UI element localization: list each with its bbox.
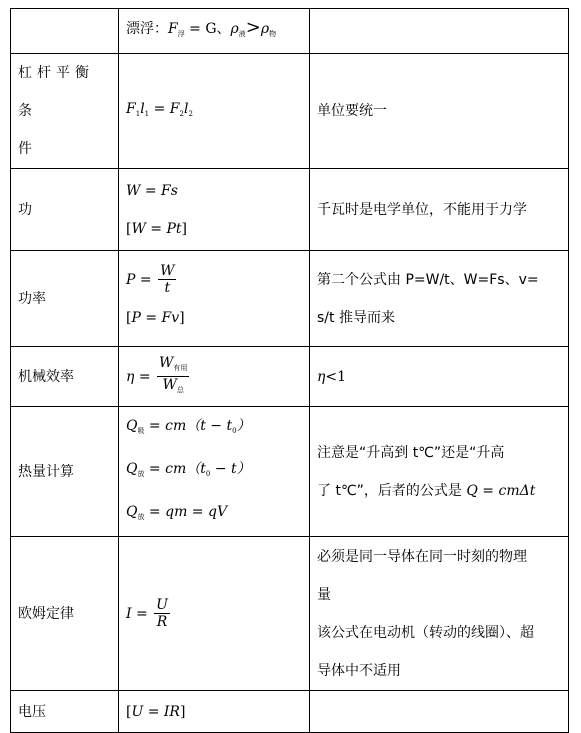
note-cell: 千瓦时是电学单位，不能用于力学 xyxy=(310,169,569,251)
formula-cell xyxy=(119,537,310,691)
formula: $Q_放$ = qm = qV xyxy=(126,504,228,521)
formula-cell xyxy=(119,407,310,537)
fraction: $\frac{W_{有用}}{W_总}$ xyxy=(159,355,188,394)
note-cell xyxy=(310,9,569,54)
formula-cell xyxy=(119,251,310,347)
quantity-cell: 功率 xyxy=(11,251,119,347)
formula-alt: [W = Pt] xyxy=(126,220,188,237)
formula-cell xyxy=(119,347,310,407)
table-row xyxy=(11,251,569,347)
note-cell: η<1 xyxy=(310,347,569,407)
formula: $F_浮 = G$、$\rho_液>\rho_物$ xyxy=(168,17,277,38)
formula-prefix: 漂浮： xyxy=(126,21,168,37)
quantity-cell xyxy=(11,9,119,54)
formula-cell xyxy=(119,9,310,54)
quantity-cell: 热量计算 xyxy=(11,407,119,537)
table-row xyxy=(11,169,569,251)
formula: I = $\frac{U}{R}$ xyxy=(126,597,168,630)
table-row xyxy=(11,54,569,169)
table-row xyxy=(11,691,569,733)
formula: $Q_放 = cm(t_0 - t)$ xyxy=(126,461,251,478)
table-row xyxy=(11,9,569,54)
quantity-name: 杠杆平衡条 xyxy=(18,65,94,119)
quantity-cell: 功 xyxy=(11,169,119,251)
table-row xyxy=(11,407,569,537)
fraction: $\frac{U}{R}$ xyxy=(156,597,168,630)
formula: $Q_吸 = cm(t - t_0)$ xyxy=(126,418,251,435)
formula: P = $\frac{W}{t}$ xyxy=(126,263,175,296)
quantity-cell: 电压 xyxy=(11,691,119,733)
quantity-cell xyxy=(11,54,119,169)
fraction: $\frac{W}{t}$ xyxy=(160,263,175,296)
formula: W = Fs xyxy=(126,182,178,199)
note-cell: 单位要统一 xyxy=(310,54,569,169)
physics-formula-table xyxy=(10,8,569,733)
formula-cell xyxy=(119,169,310,251)
formula: [U = IR] xyxy=(126,703,186,720)
quantity-name-cont: 件 xyxy=(18,141,32,157)
table-row xyxy=(11,347,569,407)
note-cell: 注意是“升高到 t℃”还是“升高 了 t℃”，后者的公式是 Q = cmΔt xyxy=(310,407,569,537)
note-cell: 必须是同一导体在同一时刻的物理 量 该公式在电动机（转动的线圈）、超 导体中不适用 xyxy=(310,537,569,691)
note-cell: 第二个公式由 P=W/t、W=Fs、v= s/t 推导而来 xyxy=(310,251,569,347)
quantity-cell: 欧姆定律 xyxy=(11,537,119,691)
note-cell xyxy=(310,691,569,733)
formula-cell xyxy=(119,54,310,169)
table-row xyxy=(11,537,569,691)
formula: $F_1l_1 = F_2l_2$ xyxy=(126,100,193,118)
formula-alt: [P = Fv] xyxy=(126,309,185,326)
quantity-cell: 机械效率 xyxy=(11,347,119,407)
formula: η = $\frac{W_{有用}}{W_总}$ xyxy=(126,369,191,385)
formula-cell xyxy=(119,691,310,733)
